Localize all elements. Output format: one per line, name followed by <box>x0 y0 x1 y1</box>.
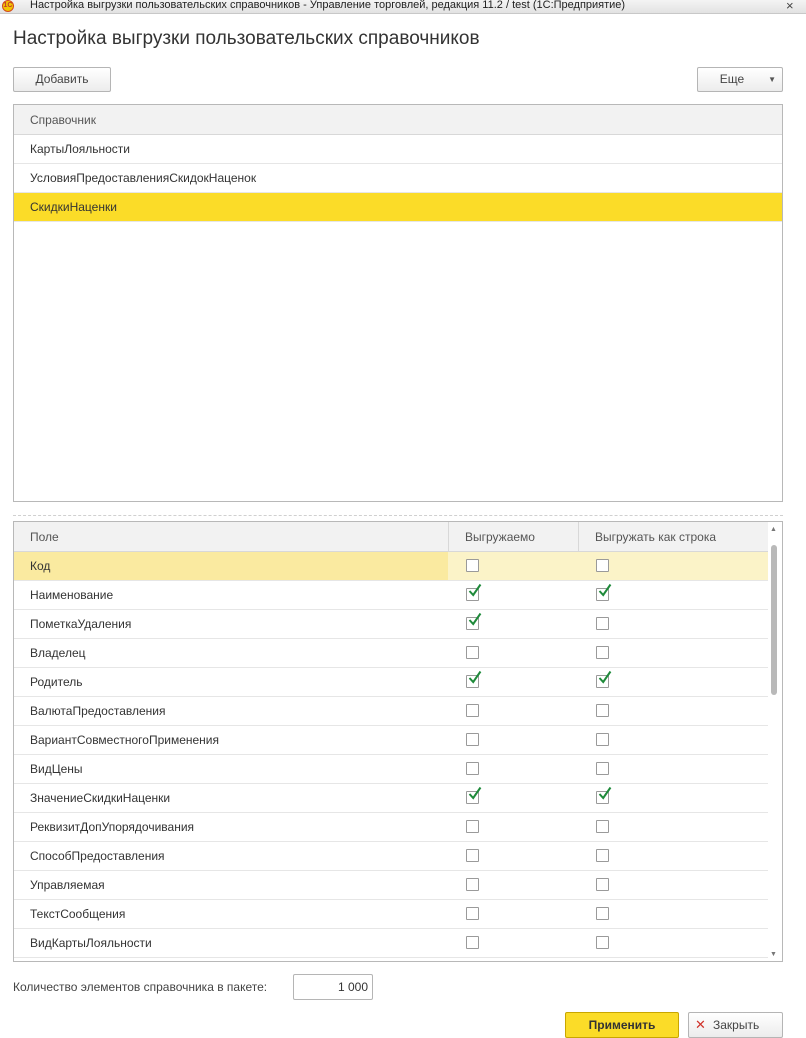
field-row[interactable] <box>14 929 769 958</box>
window-titlebar <box>0 0 806 14</box>
field-row[interactable] <box>14 581 769 610</box>
panel-splitter[interactable] <box>13 515 783 516</box>
export-as-string-checkbox[interactable] <box>596 820 609 833</box>
column-header-as-string[interactable]: Выгружать как строка <box>578 522 768 552</box>
catalogs-table[interactable] <box>13 104 783 502</box>
field-name: Владелец <box>30 646 86 660</box>
field-name: СпособПредоставления <box>30 849 165 863</box>
export-as-string-checkbox[interactable] <box>596 704 609 717</box>
scroll-down-icon[interactable]: ▼ <box>770 951 777 958</box>
field-row[interactable] <box>14 871 769 900</box>
column-header-catalog[interactable]: Справочник <box>30 113 96 127</box>
export-as-string-checkbox[interactable] <box>596 936 609 949</box>
export-checkbox[interactable] <box>466 849 479 862</box>
export-checkbox[interactable] <box>466 617 479 630</box>
more-button-label: Еще <box>719 72 745 86</box>
package-size-label: Количество элементов справочника в пакете: <box>13 980 268 994</box>
field-name: ВариантСовместногоПрименения <box>30 733 219 747</box>
form-title: Настройка выгрузки пользовательских справочников <box>13 28 480 49</box>
catalog-row[interactable]: КартыЛояльности <box>14 135 782 164</box>
package-size-input[interactable] <box>293 974 373 1000</box>
export-as-string-checkbox[interactable] <box>596 762 609 775</box>
export-checkbox[interactable] <box>466 704 479 717</box>
export-checkbox[interactable] <box>466 646 479 659</box>
column-header-export[interactable]: Выгружаемо <box>448 522 578 552</box>
field-row[interactable] <box>14 668 769 697</box>
column-header-field[interactable]: Поле <box>30 530 59 544</box>
field-name: Управляемая <box>30 878 105 892</box>
fields-table[interactable] <box>13 521 783 962</box>
checkmark-icon <box>468 612 482 626</box>
export-as-string-checkbox[interactable] <box>596 675 609 688</box>
export-as-string-checkbox[interactable] <box>596 733 609 746</box>
window-close-icon[interactable]: × <box>786 0 794 13</box>
field-row[interactable] <box>14 610 769 639</box>
field-row[interactable] <box>14 900 769 929</box>
export-checkbox[interactable] <box>466 559 479 572</box>
checkmark-icon <box>468 670 482 684</box>
fields-scrollbar[interactable] <box>768 522 782 961</box>
field-name: ВалютаПредоставления <box>30 704 166 718</box>
field-name: ЗначениеСкидкиНаценки <box>30 791 171 805</box>
checkmark-icon <box>598 786 612 800</box>
more-button[interactable] <box>697 67 783 92</box>
export-checkbox[interactable] <box>466 907 479 920</box>
field-name: Наименование <box>30 588 114 602</box>
export-as-string-checkbox[interactable] <box>596 617 609 630</box>
field-row[interactable] <box>14 552 769 581</box>
fields-table-header <box>14 522 782 552</box>
field-row[interactable] <box>14 813 769 842</box>
export-checkbox[interactable] <box>466 588 479 601</box>
export-as-string-checkbox[interactable] <box>596 646 609 659</box>
field-name: Код <box>14 552 448 580</box>
field-name: ВидЦены <box>30 762 83 776</box>
field-row[interactable] <box>14 639 769 668</box>
field-name: Родитель <box>30 675 83 689</box>
export-as-string-checkbox[interactable] <box>596 907 609 920</box>
field-name: ВидКартыЛояльности <box>30 936 152 950</box>
export-checkbox[interactable] <box>466 733 479 746</box>
field-name: ТекстСообщения <box>30 907 126 921</box>
field-row[interactable] <box>14 842 769 871</box>
apply-button[interactable]: Применить <box>565 1012 679 1038</box>
catalog-row[interactable]: УсловияПредоставленияСкидокНаценок <box>14 164 782 193</box>
export-as-string-checkbox[interactable] <box>596 559 609 572</box>
export-checkbox[interactable] <box>466 936 479 949</box>
export-as-string-checkbox[interactable] <box>596 849 609 862</box>
add-button[interactable]: Добавить <box>13 67 111 92</box>
field-name: РеквизитДопУпорядочивания <box>30 820 195 834</box>
close-button[interactable] <box>688 1012 783 1038</box>
export-as-string-checkbox[interactable] <box>596 878 609 891</box>
field-row[interactable] <box>14 697 769 726</box>
checkmark-icon <box>468 583 482 597</box>
close-icon: ✕ <box>695 1017 706 1032</box>
checkmark-icon <box>598 670 612 684</box>
export-checkbox[interactable] <box>466 675 479 688</box>
export-checkbox[interactable] <box>466 820 479 833</box>
field-row[interactable] <box>14 784 769 813</box>
catalogs-table-body <box>14 135 782 222</box>
export-as-string-checkbox[interactable] <box>596 588 609 601</box>
scrollbar-thumb[interactable] <box>771 545 777 695</box>
field-name: ПометкаУдаления <box>30 617 132 631</box>
close-button-label: Закрыть <box>713 1018 760 1032</box>
catalogs-table-header <box>14 105 782 135</box>
chevron-down-icon: ▼ <box>768 75 776 84</box>
checkmark-icon <box>468 786 482 800</box>
fields-table-body <box>14 552 782 958</box>
catalog-row[interactable]: СкидкиНаценки <box>14 193 782 222</box>
field-row[interactable] <box>14 755 769 784</box>
export-as-string-checkbox[interactable] <box>596 791 609 804</box>
export-checkbox[interactable] <box>466 762 479 775</box>
export-checkbox[interactable] <box>466 878 479 891</box>
export-checkbox[interactable] <box>466 791 479 804</box>
window-title: Настройка выгрузки пользовательских справочников - Управление торговлей, редакция 11.2 / test (1С:Предприятие) <box>30 0 626 11</box>
1c-logo-icon: 1С <box>2 0 14 12</box>
scroll-up-icon[interactable]: ▲ <box>770 526 777 533</box>
field-row[interactable] <box>14 726 769 755</box>
checkmark-icon <box>598 583 612 597</box>
